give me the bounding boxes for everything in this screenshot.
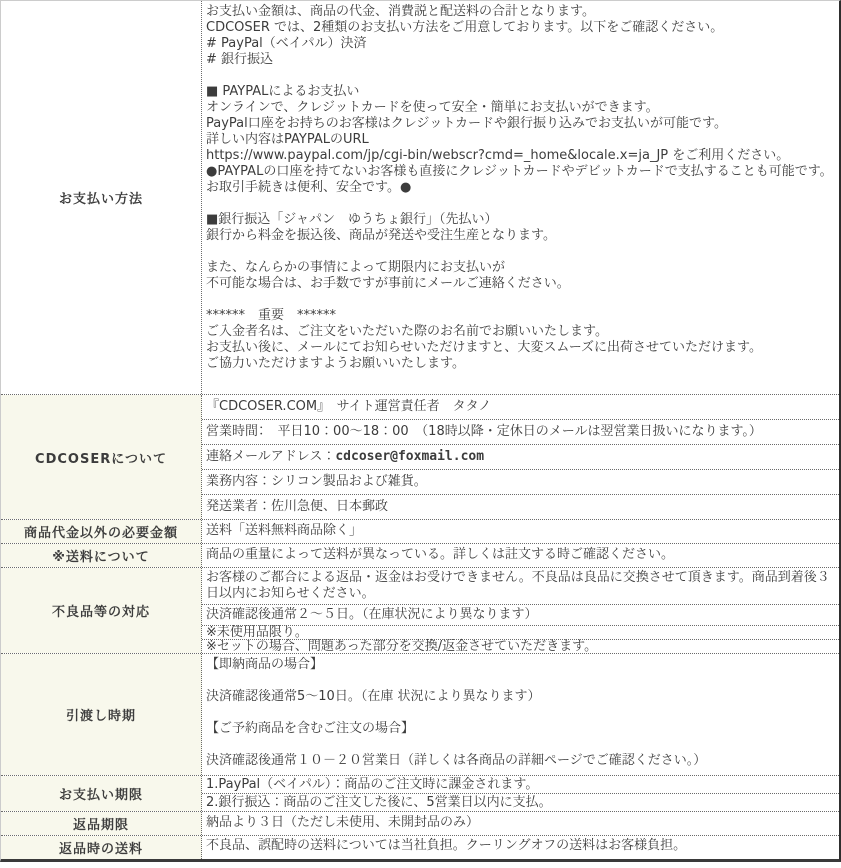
payment-deadline-content (202, 776, 839, 811)
table-row-return-shipping-cost (1, 835, 839, 859)
row-label-delivery-time: 引渡し時期 (1, 654, 202, 775)
extra-fees-content: 送料「送料無料商品除く」 (206, 523, 363, 538)
unused-only-note: ※未使用品限り。 (202, 625, 839, 639)
table-row-shipping-note (1, 543, 839, 567)
table-row-return-deadline (1, 811, 839, 835)
preorder-heading: 【ご予約商品を含むご注文の場合】 (206, 721, 415, 736)
defective-items-content (202, 568, 839, 653)
blank-line (206, 292, 835, 308)
table-row-about-cdcoser (1, 394, 839, 519)
in-stock-lead-time: 決済確認後通常5～10日。（在庫 状況により異なります） (206, 689, 541, 704)
table-row-defective-items (1, 567, 839, 653)
content-line: # 銀行振込 (206, 52, 274, 67)
table-row-payment-method (1, 1, 839, 394)
paypal-deadline-text: 1.PayPal（ベイパル）：商品のご注文時に課金されます。 (206, 777, 539, 792)
content-line: # PayPal（ベイパル）決済 (206, 36, 367, 51)
set-exchange-note: ※セットの場合、問題あった部分を交換/返金させていただきます。 (202, 639, 839, 653)
paypal-url-text: https://www.paypal.com/jp/cgi-bin/webscr?cmd=_home&locale.x=ja_JP をご利用ください。 (206, 148, 790, 163)
content-line: 不可能な場合は、お手数ですが事前にメールご連絡ください。 (206, 276, 570, 291)
in-stock-heading: 【即納商品の場合】 (206, 657, 324, 672)
return-shipping-cost-content: 不良品、誤配時の送料については当社負担。クーリングオフの送料はお客様負担。 (206, 838, 687, 853)
row-label-return-shipping-cost: 返品時の送料 (1, 836, 202, 859)
email-address: cdcoser@foxmail.com (335, 449, 485, 464)
table-row-delivery-time (1, 653, 839, 775)
content-line: オンラインで、クレジットカードを使って安全・簡単にお支払いができます。 (206, 100, 659, 115)
content-line: CDCOSER では、2種類のお支払い方法をご用意しております。以下をご確認ください。 (206, 20, 724, 35)
content-line: PayPal口座をお持ちのお客様はクレジットカードや銀行振り込みでお支払いが可能です。 (206, 116, 727, 131)
table-row-payment-deadline (1, 775, 839, 811)
row-label-extra-fees: 商品代金以外の必要金額 (1, 520, 202, 543)
contact-email-row (202, 444, 839, 469)
content-line: お支払い金額は、商品の代金、消費説と配送料の合計となります。 (206, 4, 595, 19)
content-line: 詳しい内容はPAYPALのURL (206, 132, 369, 147)
content-line: お支払い後に、メールにてお知らせいただけますと、大変スムーズに出荷させていただけます。 (206, 340, 763, 355)
blank-line (206, 196, 835, 212)
row-label-payment-method: お支払い方法 (1, 1, 202, 394)
business-hours-text: 営業時間： 平日10：00～18：00 （18時以降・定休日のメールは翌営業日扱いになります。） (202, 419, 839, 444)
blank-line (206, 244, 835, 260)
row-label-defective-items: 不良品等の対応 (1, 568, 202, 653)
content-line: また、なんらかの事情によって期限内にお支払いが (206, 260, 506, 275)
content-line: ■銀行振込「ジャパン ゆうちょ銀行」（先払い） (206, 212, 498, 227)
content-line: ●PAYPALの口座を持てないお客様も直接にクレジットカードやデビットカードで支払することも可能です。 (206, 164, 833, 179)
row-label-return-deadline: 返品期限 (1, 812, 202, 835)
site-operator-text: 『CDCOSER.COM』 サイト運営責任者 タタノ (206, 399, 492, 414)
table-row-extra-fees (1, 519, 839, 543)
about-cdcoser-content (202, 395, 839, 519)
bank-transfer-deadline-text: 2.銀行振込：商品のご注文した後に、5営業日以内に支払。 (202, 793, 839, 811)
row-label-about-cdcoser: CDCOSERについて (1, 395, 202, 519)
row-label-payment-deadline: お支払い期限 (1, 776, 202, 811)
content-line: お取引手続きは便利、安全です。● (206, 180, 412, 195)
content-line: ■ PAYPALによるお支払い (206, 84, 360, 99)
blank-line (206, 68, 835, 84)
preorder-lead-time: 決済確認後通常１０－２０営業日（詳しくは各商品の詳細ページでご確認ください。） (206, 753, 707, 768)
content-line: ご協力いただけますようお願いいたします。 (206, 356, 465, 371)
content-line: 銀行から料金を振込後、商品が発送や受注生産となります。 (206, 228, 556, 243)
blank-line (206, 737, 835, 753)
shipping-note-content: 商品の重量によって送料が異なっている。詳しくは註文する時ご確認ください。 (206, 547, 675, 562)
delivery-time-content (202, 654, 839, 775)
blank-line (206, 673, 835, 689)
content-line: ご入金者名は、ご注文をいただいた際のお名前でお願いいたします。 (206, 324, 608, 339)
shipping-carriers-text: 発送業者：佐川急便、日本郵政 (202, 494, 839, 519)
return-policy-text: お客様のご都合による返品・返金はお受けできません。不良品は良品に交換させて頂きます。商品到着後３日以内にお知らせください。 (206, 570, 830, 601)
exchange-lead-time-text: 決済確認後通常２～５日。（在庫状況により異なります） (202, 604, 839, 625)
payment-method-content (202, 1, 839, 394)
important-notice-heading: ****** 重要 ****** (206, 308, 337, 323)
return-deadline-content: 納品より３日（ただし未使用、未開封品のみ） (206, 815, 480, 830)
row-label-shipping-note: ※送料について (1, 544, 202, 567)
blank-line (206, 705, 835, 721)
contact-email-label: 連絡メールアドレス： (206, 449, 336, 464)
business-description-text: 業務内容：シリコン製品および雑貨。 (202, 469, 839, 494)
